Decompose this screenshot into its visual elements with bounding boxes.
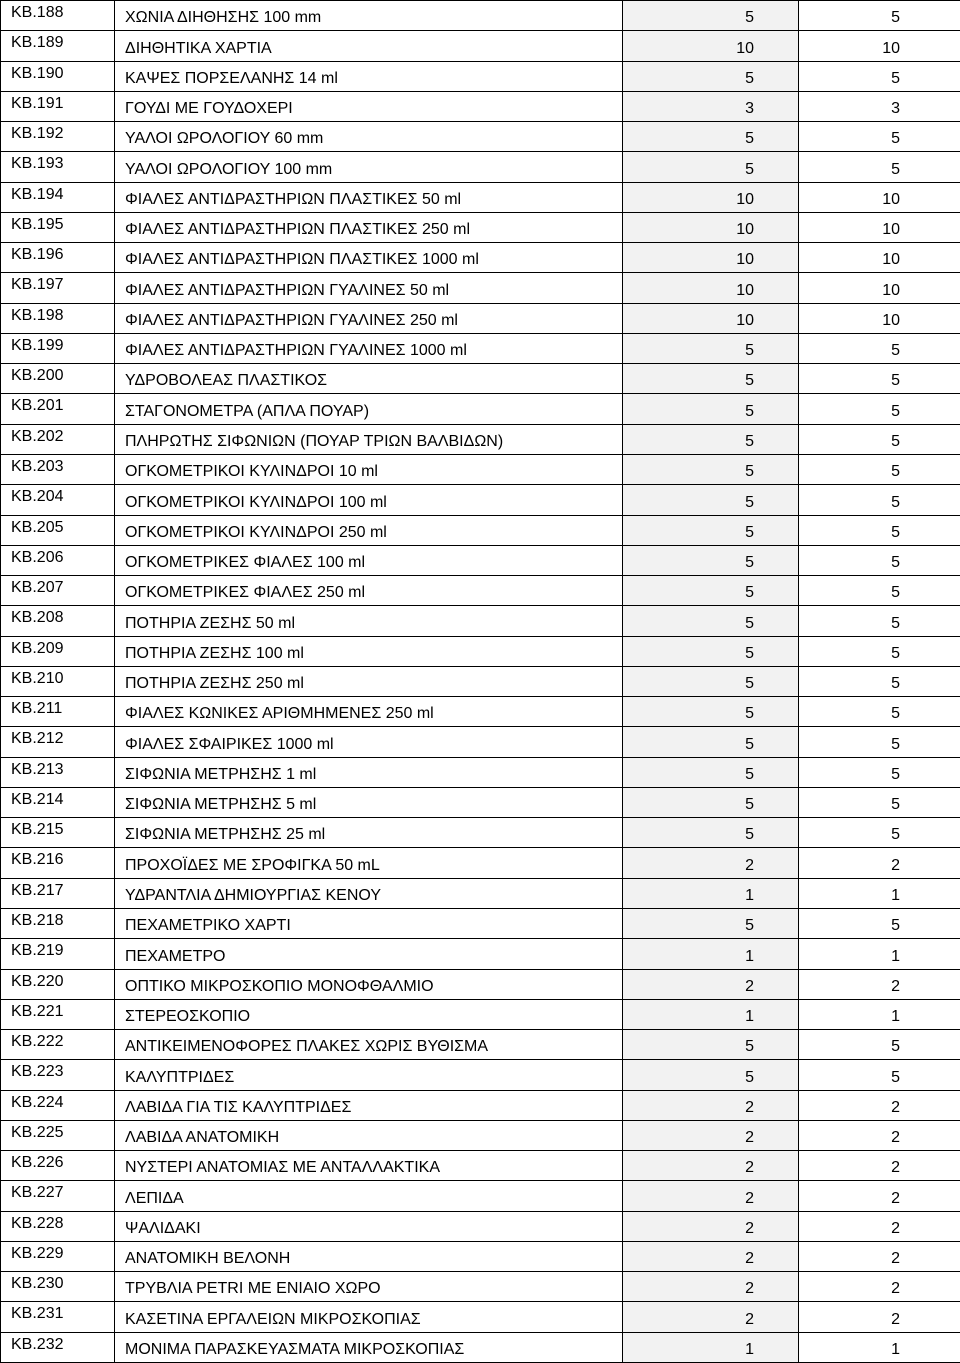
quantity-1: 5 [623, 515, 799, 545]
item-description: ΛΑΒΙΔΑ ΓΙΑ ΤΙΣ ΚΑΛΥΠΤΡΙΔΕΣ [115, 1090, 623, 1120]
table-row [1, 243, 960, 273]
table-row [1, 999, 960, 1029]
quantity-1: 1 [623, 939, 799, 969]
quantity-1: 2 [623, 1090, 799, 1120]
quantity-1: 5 [623, 636, 799, 666]
item-description: ΟΓΚΟΜΕΤΡΙΚΟΙ ΚΥΛΙΝΔΡΟΙ 100 ml [115, 485, 623, 515]
table-row [1, 1151, 960, 1181]
item-description: ΣΙΦΩΝΙΑ ΜΕΤΡΗΣΗΣ 1 ml [115, 757, 623, 787]
quantity-2: 2 [799, 1181, 960, 1211]
quantity-2: 1 [799, 939, 960, 969]
quantity-1: 5 [623, 394, 799, 424]
table-row [1, 1060, 960, 1090]
quantity-2: 10 [799, 243, 960, 273]
table-row [1, 31, 960, 61]
item-description: ΦΙΑΛΕΣ ΑΝΤΙΔΡΑΣΤΗΡΙΩΝ ΓΥΑΛΙΝΕΣ 50 ml [115, 273, 623, 303]
quantity-1: 2 [623, 969, 799, 999]
quantity-1: 5 [623, 424, 799, 454]
table-row [1, 787, 960, 817]
item-description: ΥΔΡΑΝΤΛΙΑ ΔΗΜΙΟΥΡΓΙΑΣ ΚΕΝΟΥ [115, 878, 623, 908]
item-code: ΚΒ.190 [1, 61, 115, 91]
item-code: ΚΒ.224 [1, 1090, 115, 1120]
quantity-2: 10 [799, 303, 960, 333]
item-description: ΦΙΑΛΕΣ ΑΝΤΙΔΡΑΣΤΗΡΙΩΝ ΓΥΑΛΙΝΕΣ 1000 ml [115, 333, 623, 363]
table-row [1, 969, 960, 999]
item-description: ΟΓΚΟΜΕΤΡΙΚΕΣ ΦΙΑΛΕΣ 250 ml [115, 576, 623, 606]
item-code: ΚΒ.205 [1, 515, 115, 545]
quantity-2: 2 [799, 1302, 960, 1332]
item-code: ΚΒ.203 [1, 454, 115, 484]
item-code: ΚΒ.216 [1, 848, 115, 878]
quantity-2: 5 [799, 152, 960, 182]
item-description: ΔΙΗΘΗΤΙΚΑ ΧΑΡΤΙΑ [115, 31, 623, 61]
table-row [1, 1120, 960, 1150]
table-row [1, 1181, 960, 1211]
item-code: ΚΒ.228 [1, 1211, 115, 1241]
quantity-1: 5 [623, 545, 799, 575]
table-row [1, 515, 960, 545]
quantity-1: 1 [623, 999, 799, 1029]
quantity-2: 2 [799, 1151, 960, 1181]
item-code: ΚΒ.192 [1, 122, 115, 152]
item-code: ΚΒ.215 [1, 818, 115, 848]
table-row [1, 485, 960, 515]
item-code: ΚΒ.220 [1, 969, 115, 999]
table-row [1, 454, 960, 484]
table-row [1, 727, 960, 757]
quantity-1: 5 [623, 757, 799, 787]
quantity-2: 5 [799, 485, 960, 515]
item-code: ΚΒ.230 [1, 1272, 115, 1302]
table-row [1, 818, 960, 848]
table-row [1, 303, 960, 333]
item-code: ΚΒ.218 [1, 908, 115, 938]
item-description: ΚΑΨΕΣ ΠΟΡΣΕΛΑΝΗΣ 14 ml [115, 61, 623, 91]
item-description: ΧΩΝΙΑ ΔΙΗΘΗΣΗΣ 100 mm [115, 1, 623, 31]
quantity-2: 2 [799, 1272, 960, 1302]
item-description: ΜΟΝΙΜΑ ΠΑΡΑΣΚΕΥΑΣΜΑΤΑ ΜΙΚΡΟΣΚΟΠΙΑΣ [115, 1332, 623, 1362]
quantity-1: 5 [623, 364, 799, 394]
item-description: ΣΙΦΩΝΙΑ ΜΕΤΡΗΣΗΣ 25 ml [115, 818, 623, 848]
table-row [1, 697, 960, 727]
quantity-1: 10 [623, 273, 799, 303]
quantity-1: 2 [623, 1272, 799, 1302]
item-code: ΚΒ.191 [1, 91, 115, 121]
quantity-2: 5 [799, 122, 960, 152]
quantity-2: 5 [799, 757, 960, 787]
quantity-1: 10 [623, 303, 799, 333]
quantity-2: 1 [799, 1332, 960, 1362]
table-row [1, 333, 960, 363]
item-description: ΤΡΥΒΛΙΑ PETRI ΜΕ ΕΝΙΑΙΟ ΧΩΡΟ [115, 1272, 623, 1302]
item-code: ΚΒ.219 [1, 939, 115, 969]
quantity-2: 10 [799, 31, 960, 61]
item-code: ΚΒ.193 [1, 152, 115, 182]
item-description: ΓΟΥΔΙ ΜΕ ΓΟΥΔΟΧΕΡΙ [115, 91, 623, 121]
quantity-2: 5 [799, 394, 960, 424]
quantity-1: 5 [623, 576, 799, 606]
quantity-1: 5 [623, 787, 799, 817]
table-row [1, 1302, 960, 1332]
item-code: ΚΒ.200 [1, 364, 115, 394]
item-description: ΣΙΦΩΝΙΑ ΜΕΤΡΗΣΗΣ 5 ml [115, 787, 623, 817]
quantity-1: 5 [623, 152, 799, 182]
item-description: ΚΑΛΥΠΤΡΙΔΕΣ [115, 1060, 623, 1090]
quantity-1: 5 [623, 727, 799, 757]
item-description: ΦΙΑΛΕΣ ΑΝΤΙΔΡΑΣΤΗΡΙΩΝ ΠΛΑΣΤΙΚΕΣ 1000 ml [115, 243, 623, 273]
table-row [1, 1, 960, 31]
item-description: ΥΔΡΟΒΟΛΕΑΣ ΠΛΑΣΤΙΚΟΣ [115, 364, 623, 394]
table-row [1, 91, 960, 121]
table-row [1, 545, 960, 575]
quantity-1: 2 [623, 1211, 799, 1241]
quantity-2: 5 [799, 697, 960, 727]
item-code: ΚΒ.213 [1, 757, 115, 787]
item-description: ΑΝΑΤΟΜΙΚΗ ΒΕΛΟΝΗ [115, 1241, 623, 1271]
table-row [1, 666, 960, 696]
quantity-1: 5 [623, 122, 799, 152]
item-code: ΚΒ.212 [1, 727, 115, 757]
quantity-2: 5 [799, 61, 960, 91]
quantity-1: 10 [623, 31, 799, 61]
item-description: ΠΟΤΗΡΙΑ ΖΕΣΗΣ 100 ml [115, 636, 623, 666]
quantity-1: 2 [623, 1241, 799, 1271]
item-description: ΠΕΧΑΜΕΤΡΙΚΟ ΧΑΡΤΙ [115, 908, 623, 938]
item-description: ΦΙΑΛΕΣ ΑΝΤΙΔΡΑΣΤΗΡΙΩΝ ΠΛΑΣΤΙΚΕΣ 50 ml [115, 182, 623, 212]
item-code: ΚΒ.195 [1, 212, 115, 242]
item-code: ΚΒ.196 [1, 243, 115, 273]
table-row [1, 273, 960, 303]
item-code: ΚΒ.197 [1, 273, 115, 303]
item-code: ΚΒ.214 [1, 787, 115, 817]
item-description: ΦΙΑΛΕΣ ΑΝΤΙΔΡΑΣΤΗΡΙΩΝ ΓΥΑΛΙΝΕΣ 250 ml [115, 303, 623, 333]
item-code: ΚΒ.199 [1, 333, 115, 363]
item-code: ΚΒ.208 [1, 606, 115, 636]
quantity-2: 5 [799, 636, 960, 666]
item-description: ΝΥΣΤΕΡΙ ΑΝΑΤΟΜΙΑΣ ΜΕ ΑΝΤΑΛΛΑΚΤΙΚΑ [115, 1151, 623, 1181]
item-description: ΟΓΚΟΜΕΤΡΙΚΟΙ ΚΥΛΙΝΔΡΟΙ 10 ml [115, 454, 623, 484]
quantity-2: 5 [799, 908, 960, 938]
quantity-1: 5 [623, 1060, 799, 1090]
quantity-1: 2 [623, 848, 799, 878]
item-description: ΠΕΧΑΜΕΤΡΟ [115, 939, 623, 969]
table-row [1, 364, 960, 394]
item-code: ΚΒ.217 [1, 878, 115, 908]
table-row [1, 394, 960, 424]
quantity-1: 5 [623, 818, 799, 848]
table-row [1, 1241, 960, 1271]
quantity-2: 2 [799, 1241, 960, 1271]
quantity-2: 5 [799, 787, 960, 817]
quantity-1: 5 [623, 454, 799, 484]
item-code: ΚΒ.227 [1, 1181, 115, 1211]
table-row [1, 212, 960, 242]
quantity-1: 5 [623, 666, 799, 696]
item-code: ΚΒ.231 [1, 1302, 115, 1332]
table-row [1, 757, 960, 787]
item-code: ΚΒ.194 [1, 182, 115, 212]
item-code: ΚΒ.206 [1, 545, 115, 575]
item-description: ΠΟΤΗΡΙΑ ΖΕΣΗΣ 250 ml [115, 666, 623, 696]
table-row [1, 606, 960, 636]
quantity-2: 5 [799, 424, 960, 454]
table-row [1, 152, 960, 182]
item-description: ΟΠΤΙΚΟ ΜΙΚΡΟΣΚΟΠΙΟ ΜΟΝΟΦΘΑΛΜΙΟ [115, 969, 623, 999]
quantity-1: 2 [623, 1302, 799, 1332]
quantity-2: 5 [799, 364, 960, 394]
item-code: ΚΒ.189 [1, 31, 115, 61]
quantity-2: 3 [799, 91, 960, 121]
item-description: ΚΑΣΕΤΙΝΑ ΕΡΓΑΛΕΙΩΝ ΜΙΚΡΟΣΚΟΠΙΑΣ [115, 1302, 623, 1332]
quantity-1: 10 [623, 182, 799, 212]
quantity-2: 5 [799, 1060, 960, 1090]
item-code: ΚΒ.232 [1, 1332, 115, 1362]
quantity-1: 10 [623, 243, 799, 273]
item-description: ΣΤΕΡΕΟΣΚΟΠΙΟ [115, 999, 623, 1029]
item-code: ΚΒ.225 [1, 1120, 115, 1150]
item-description: ΠΛΗΡΩΤΗΣ ΣΙΦΩΝΙΩΝ (ΠΟΥΑΡ ΤΡΙΩΝ ΒΑΛΒΙΔΩΝ) [115, 424, 623, 454]
quantity-2: 1 [799, 878, 960, 908]
quantity-2: 2 [799, 1120, 960, 1150]
item-code: ΚΒ.204 [1, 485, 115, 515]
item-code: ΚΒ.198 [1, 303, 115, 333]
quantity-1: 5 [623, 908, 799, 938]
item-description: ΛΕΠΙΔΑ [115, 1181, 623, 1211]
quantity-1: 5 [623, 1030, 799, 1060]
item-code: ΚΒ.223 [1, 1060, 115, 1090]
quantity-2: 5 [799, 515, 960, 545]
table-row [1, 61, 960, 91]
item-description: ΟΓΚΟΜΕΤΡΙΚΟΙ ΚΥΛΙΝΔΡΟΙ 250 ml [115, 515, 623, 545]
quantity-2: 5 [799, 1, 960, 31]
table-row [1, 1030, 960, 1060]
table-row [1, 1272, 960, 1302]
quantity-2: 5 [799, 454, 960, 484]
quantity-2: 1 [799, 999, 960, 1029]
quantity-2: 5 [799, 333, 960, 363]
table-row [1, 1090, 960, 1120]
quantity-1: 5 [623, 61, 799, 91]
item-description: ΠΡΟΧΟΪΔΕΣ ΜΕ ΣΡΟΦΙΓΚΑ 50 mL [115, 848, 623, 878]
quantity-2: 10 [799, 212, 960, 242]
quantity-2: 2 [799, 1090, 960, 1120]
quantity-1: 2 [623, 1151, 799, 1181]
quantity-2: 5 [799, 666, 960, 696]
item-description: ΥΑΛΟΙ ΩΡΟΛΟΓΙΟΥ 100 mm [115, 152, 623, 182]
quantity-2: 10 [799, 182, 960, 212]
table-row [1, 424, 960, 454]
item-description: ΦΙΑΛΕΣ ΣΦΑΙΡΙΚΕΣ 1000 ml [115, 727, 623, 757]
table-row [1, 908, 960, 938]
quantity-1: 10 [623, 212, 799, 242]
quantity-1: 5 [623, 606, 799, 636]
equipment-table-body [1, 1, 960, 1363]
table-row [1, 1332, 960, 1362]
item-description: ΥΑΛΟΙ ΩΡΟΛΟΓΙΟΥ 60 mm [115, 122, 623, 152]
item-code: ΚΒ.229 [1, 1241, 115, 1271]
item-code: ΚΒ.222 [1, 1030, 115, 1060]
quantity-2: 5 [799, 576, 960, 606]
table-row [1, 182, 960, 212]
item-description: ΣΤΑΓΟΝΟΜΕΤΡΑ (ΑΠΛΑ ΠΟΥΑΡ) [115, 394, 623, 424]
quantity-1: 3 [623, 91, 799, 121]
table-row [1, 878, 960, 908]
quantity-2: 5 [799, 1030, 960, 1060]
item-code: ΚΒ.209 [1, 636, 115, 666]
quantity-2: 2 [799, 848, 960, 878]
quantity-2: 5 [799, 727, 960, 757]
quantity-1: 5 [623, 333, 799, 363]
item-description: ΛΑΒΙΔΑ ΑΝΑΤΟΜΙΚΗ [115, 1120, 623, 1150]
quantity-2: 5 [799, 818, 960, 848]
item-description: ΨΑΛΙΔΑΚΙ [115, 1211, 623, 1241]
item-description: ΠΟΤΗΡΙΑ ΖΕΣΗΣ 50 ml [115, 606, 623, 636]
table-row [1, 576, 960, 606]
item-code: ΚΒ.202 [1, 424, 115, 454]
table-row [1, 939, 960, 969]
quantity-2: 5 [799, 545, 960, 575]
item-code: ΚΒ.201 [1, 394, 115, 424]
quantity-1: 2 [623, 1181, 799, 1211]
quantity-2: 2 [799, 969, 960, 999]
table-row [1, 1211, 960, 1241]
item-code: ΚΒ.211 [1, 697, 115, 727]
quantity-1: 5 [623, 485, 799, 515]
quantity-1: 5 [623, 1, 799, 31]
item-description: ΦΙΑΛΕΣ ΑΝΤΙΔΡΑΣΤΗΡΙΩΝ ΠΛΑΣΤΙΚΕΣ 250 ml [115, 212, 623, 242]
quantity-1: 1 [623, 1332, 799, 1362]
quantity-1: 5 [623, 697, 799, 727]
item-code: ΚΒ.226 [1, 1151, 115, 1181]
quantity-2: 10 [799, 273, 960, 303]
quantity-1: 2 [623, 1120, 799, 1150]
item-code: ΚΒ.207 [1, 576, 115, 606]
quantity-2: 2 [799, 1211, 960, 1241]
item-description: ΟΓΚΟΜΕΤΡΙΚΕΣ ΦΙΑΛΕΣ 100 ml [115, 545, 623, 575]
table-row [1, 636, 960, 666]
item-code: ΚΒ.221 [1, 999, 115, 1029]
table-row [1, 122, 960, 152]
table-row [1, 848, 960, 878]
item-description: ΦΙΑΛΕΣ ΚΩΝΙΚΕΣ ΑΡΙΘΜΗΜΕΝΕΣ 250 ml [115, 697, 623, 727]
quantity-1: 1 [623, 878, 799, 908]
item-description: ΑΝΤΙΚΕΙΜΕΝΟΦΟΡΕΣ ΠΛΑΚΕΣ ΧΩΡΙΣ ΒΥΘΙΣΜΑ [115, 1030, 623, 1060]
item-code: ΚΒ.188 [1, 1, 115, 31]
item-code: ΚΒ.210 [1, 666, 115, 696]
quantity-2: 5 [799, 606, 960, 636]
